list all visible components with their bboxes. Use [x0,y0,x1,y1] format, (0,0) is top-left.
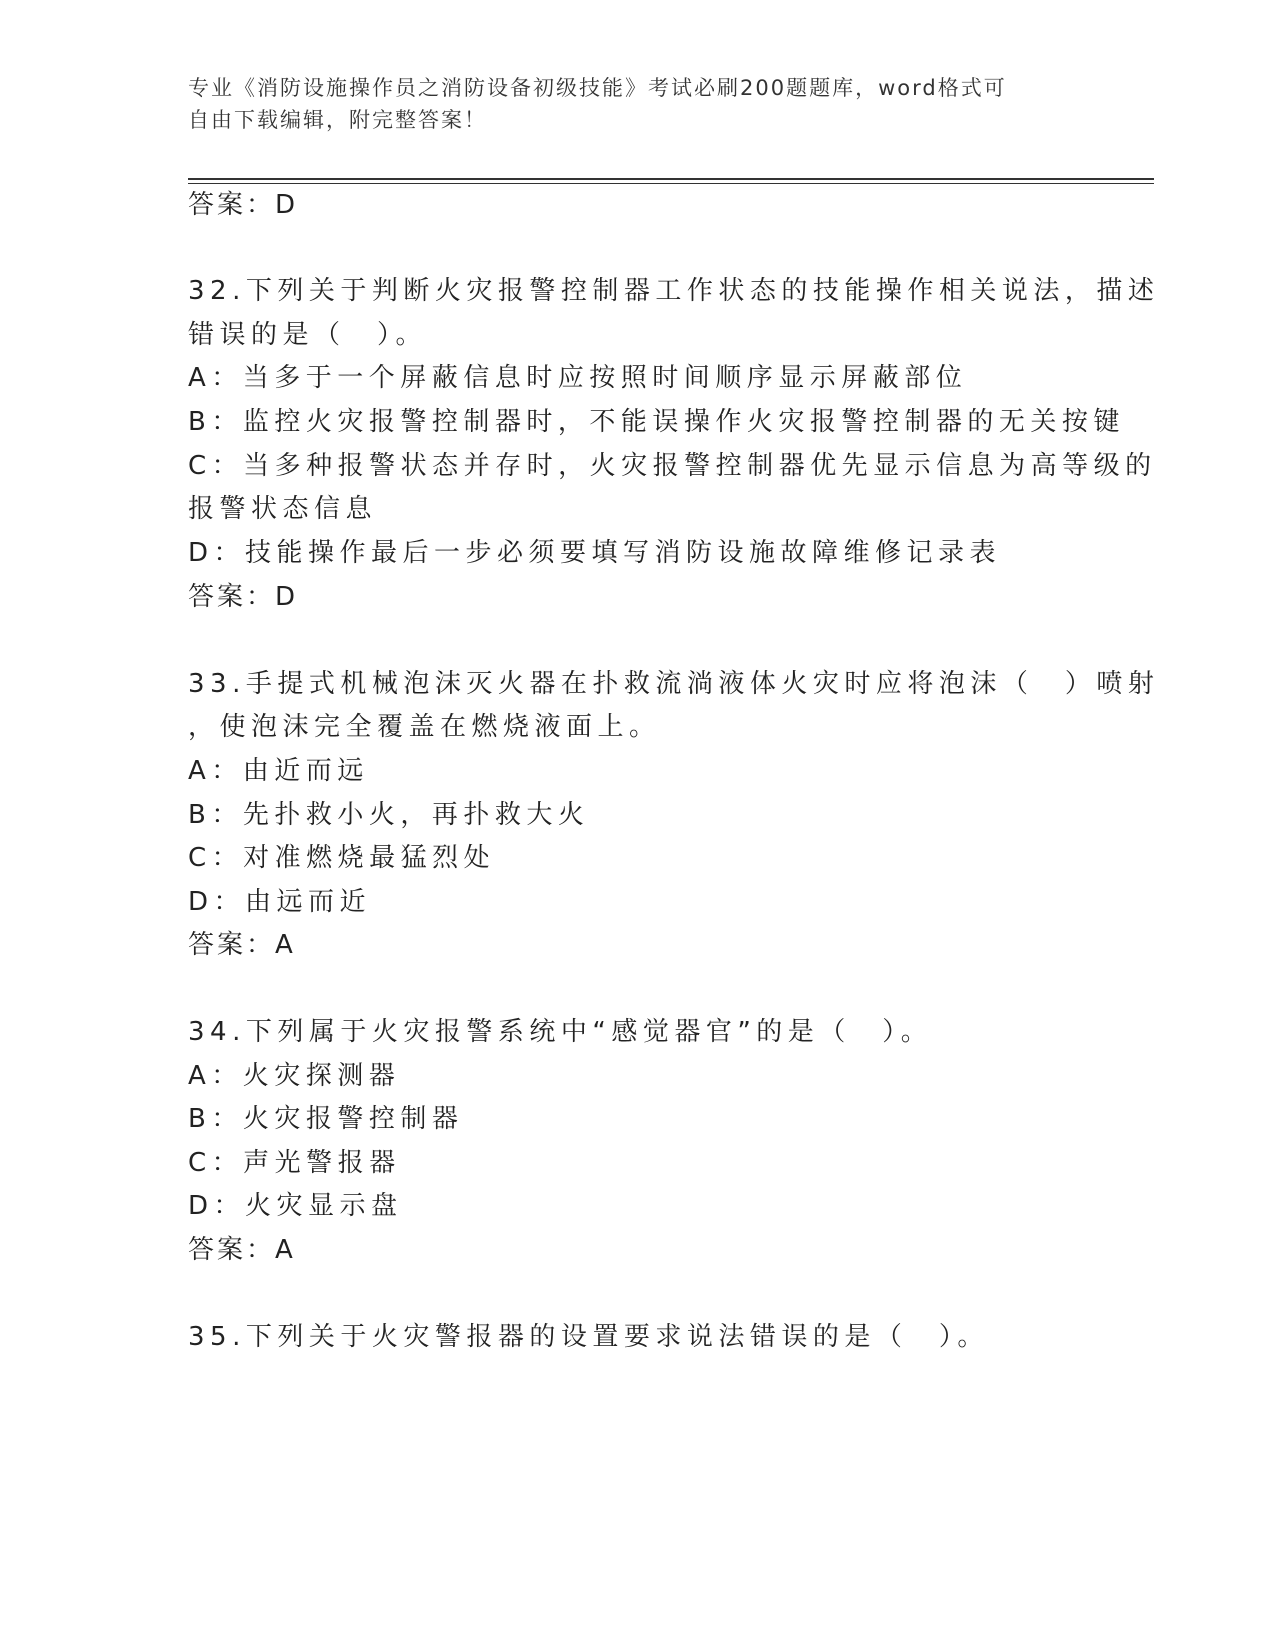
option-a: A：由近而远 [188,756,369,786]
option-d: D：技能操作最后一步必须要填写消防设施故障维修记录表 [188,538,1002,568]
header-line-1: 专业《消防设施操作员之消防设备初级技能》考试必刷200题题库，word格式可 [188,76,1007,100]
question-stem-line: 35.下列关于火灾警报器的设置要求说法错误的是（ ）。 [188,1322,989,1352]
option-c: C：对准燃烧最猛烈处 [188,843,496,873]
question-stem-line: 34.下列属于火灾报警系统中“感觉器官”的是（ ）。 [188,1017,933,1047]
question-stem-line: 错误的是（ ）。 [188,320,428,350]
answer: 答案：D [188,582,299,612]
option-b: B：监控火灾报警控制器时，不能误操作火灾报警控制器的无关按键 [188,407,1125,437]
question-stem-line: ，使泡沫完全覆盖在燃烧液面上。 [188,712,661,742]
option-c: C：当多种报警状态并存时，火灾报警控制器优先显示信息为高等级的 [188,451,1157,481]
option-c: C：声光警报器 [188,1148,401,1178]
option-d: D：火灾显示盘 [188,1191,403,1221]
option-a: A：火灾探测器 [188,1061,401,1091]
header-divider-thick [188,178,1154,180]
answer: 答案：A [188,1235,296,1265]
previous-answer: 答案：D [188,190,299,220]
answer: 答案：A [188,930,296,960]
document-header [188,72,1068,136]
option-b: B：先扑救小火，再扑救大火 [188,800,590,830]
header-divider-thin [188,183,1154,184]
option-d: D：由远而近 [188,887,372,917]
question-stem-line: 32.下列关于判断火灾报警控制器工作状态的技能操作相关说法，描述 [188,276,1160,306]
option-a: A：当多于一个屏蔽信息时应按照时间顺序显示屏蔽部位 [188,363,968,393]
option-c-continued: 报警状态信息 [188,494,378,524]
header-line-2: 自由下载编辑，附完整答案！ [188,108,487,132]
option-b: B：火灾报警控制器 [188,1104,464,1134]
question-stem-line: 33.手提式机械泡沫灭火器在扑救流淌液体火灾时应将泡沫（ ）喷射 [188,669,1160,699]
